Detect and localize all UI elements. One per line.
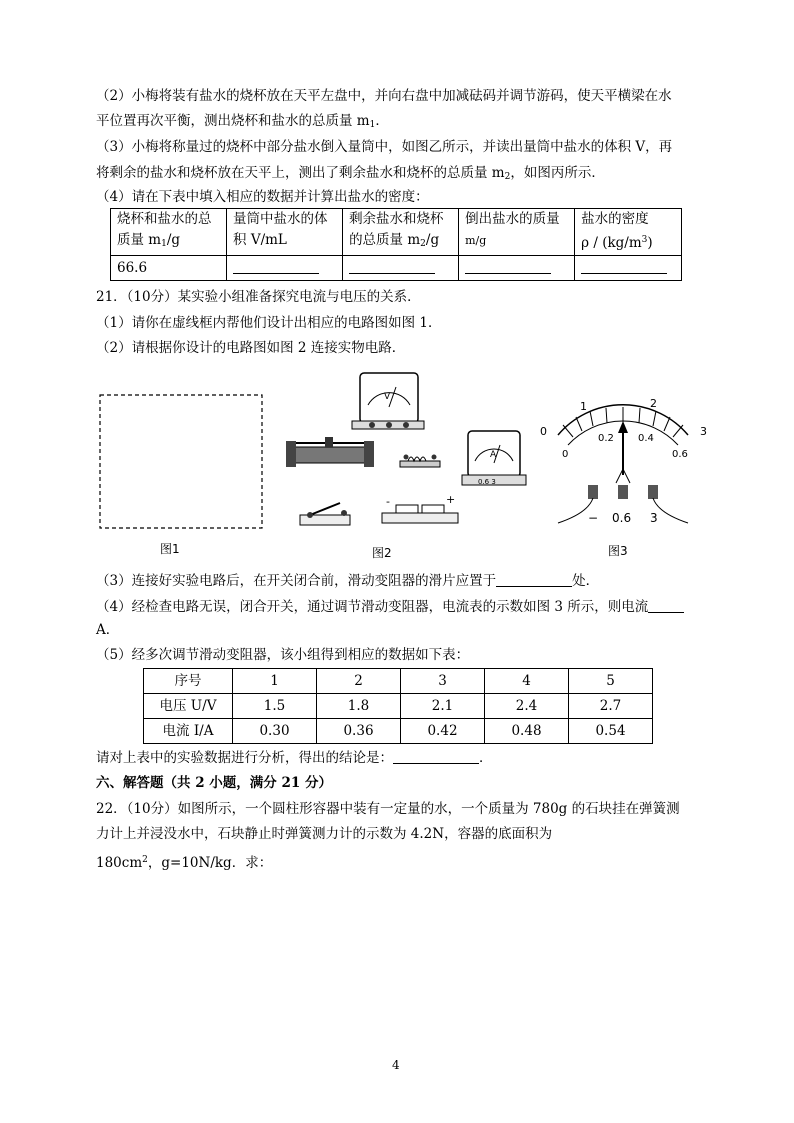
rheostat-icon [286,437,374,467]
table-cell: 4 [485,669,569,694]
iv-data-table [143,668,653,744]
q22-line1: 22．（10分）如图所示，一个圆柱形容器中装有一定量的水，一个质量为 780g 的石块挂在弹簧测 [96,801,680,817]
q20-step4: （4）请在下表中填入相应的数据并计算出盐水的密度： [96,189,429,205]
q20-step3-line1: （3）小梅将称量过的烧杯中部分盐水倒入量筒中，如图乙所示，并读出量筒中盐水的体积 V，再 [96,139,673,155]
density-header-poured-mass: 倒出盐水的质量 m/g [459,209,575,256]
q21-step5: （5）经多次调节滑动变阻器，该小组得到相应的数据如下表： [96,647,470,663]
table-cell: 5 [569,669,653,694]
fig3-caption: 图3 [608,544,628,558]
voltmeter-icon [352,373,424,429]
row-label-index: 序号 [144,669,233,694]
svg-text:0: 0 [540,425,547,438]
svg-text:0.2: 0.2 [598,433,614,444]
slider-position-blank[interactable] [496,572,572,587]
q20-step2-line1: （2）小梅将装有盐水的烧杯放在天平左盘中，并向右盘中加减砝码并调节游码，使天平横梁在水 [96,88,672,104]
current-blank[interactable] [648,598,684,613]
density-header-volume: 量筒中盐水的体 积 V/mL [227,209,343,256]
svg-text:-: - [386,495,390,508]
table-row [144,719,653,744]
q21-step3: （3）连接好实验电路后，在开关闭合前，滑动变阻器的滑片应置于 处． [96,573,600,589]
svg-text:−: − [588,511,599,525]
svg-text:0.6: 0.6 [612,511,632,525]
fig2-caption: 图2 [372,546,392,560]
table-cell: 0.42 [401,719,485,744]
table-cell: 0.54 [569,719,653,744]
table-cell: 2.7 [569,694,653,719]
density-blank-volume[interactable] [227,256,343,281]
density-value-total-mass: 66.6 [111,256,227,281]
table-cell: 1.8 [317,694,401,719]
resistor-icon [400,455,440,468]
table-cell: 2 [317,669,401,694]
row-label-current: 电流 I/A [144,719,233,744]
svg-text:0.6 3: 0.6 3 [478,478,496,486]
table-cell: 1.5 [233,694,317,719]
svg-text:3: 3 [700,425,707,438]
density-blank-density[interactable] [575,256,682,281]
svg-text:3: 3 [650,511,658,525]
table-row [144,694,653,719]
conclusion-blank[interactable] [393,749,479,764]
q21-step4-line2: A． [96,622,120,638]
density-header-remaining-mass: 剩余盐水和烧杯 的总质量 $m_2/g$ [343,209,459,256]
svg-text:2: 2 [650,397,657,410]
row-label-voltage: 电压 U/V [144,694,233,719]
q21-step4-line1: （4）经检查电路无误，闭合开关，通过调节滑动变阻器，电流表的示数如图 3 所示，则电流 [96,598,684,616]
table-cell: 2.1 [401,694,485,719]
q21-title: 21．（10分）某实验小组准备探究电流与电压的关系． [96,289,421,305]
svg-text:1: 1 [580,400,587,413]
table-cell: 1 [233,669,317,694]
q21-step2: （2）请根据你设计的电路图如图 2 连接实物电路． [96,340,406,356]
svg-text:A: A [490,450,497,460]
density-header-total-mass: 烧杯和盐水的总 质量 $m_1/g$ [111,209,227,256]
table-row [144,669,653,694]
density-blank-poured-mass[interactable] [459,256,575,281]
table-cell: 2.4 [485,694,569,719]
section-6-heading: 六、解答题（共 2 小题，满分 21 分） [96,775,332,791]
svg-text:V: V [384,392,391,402]
q20-step3-line2: 将剩余的盐水和烧杯放在天平上，测出了剩余盐水和烧杯的总质量 $m_2$，如图丙所示． [96,165,605,182]
table-cell: 0.48 [485,719,569,744]
q21-conclusion: 请对上表中的实验数据进行分析，得出的结论是： ． [96,750,493,766]
density-blank-remaining-mass[interactable] [343,256,459,281]
density-table [110,208,682,281]
q20-step2-line2: 平位置再次平衡，测出烧杯和盐水的总质量 $m_1$． [96,113,389,130]
svg-text:+: + [446,493,456,506]
density-header-density: 盐水的密度 ρ / $(kg/m^3)$ [575,209,682,256]
table-cell: 0.36 [317,719,401,744]
ammeter-icon [462,431,526,486]
switch-icon [300,503,350,525]
q22-line2: 力计上并浸没水中，石块静止时弹簧测力计的示数为 4.2N，容器的底面积为 [96,826,553,842]
table-cell: 3 [401,669,485,694]
svg-text:0.6: 0.6 [672,449,688,460]
svg-text:0.4: 0.4 [638,433,654,444]
ammeter-dial-icon [540,397,707,525]
battery-icon [382,493,458,523]
fig1-caption: 图1 [160,542,180,556]
q21-step1: （1）请你在虚线框内帮他们设计出相应的电路图如图 1． [96,315,442,331]
page-number: 4 [392,1058,400,1072]
circuit-diagram-box[interactable] [100,395,262,528]
table-cell: 0.30 [233,719,317,744]
q22-line3: $180cm^2$，g=10N/kg．求： [96,855,273,871]
circuit-figures [90,365,730,565]
svg-text:0: 0 [562,449,569,460]
